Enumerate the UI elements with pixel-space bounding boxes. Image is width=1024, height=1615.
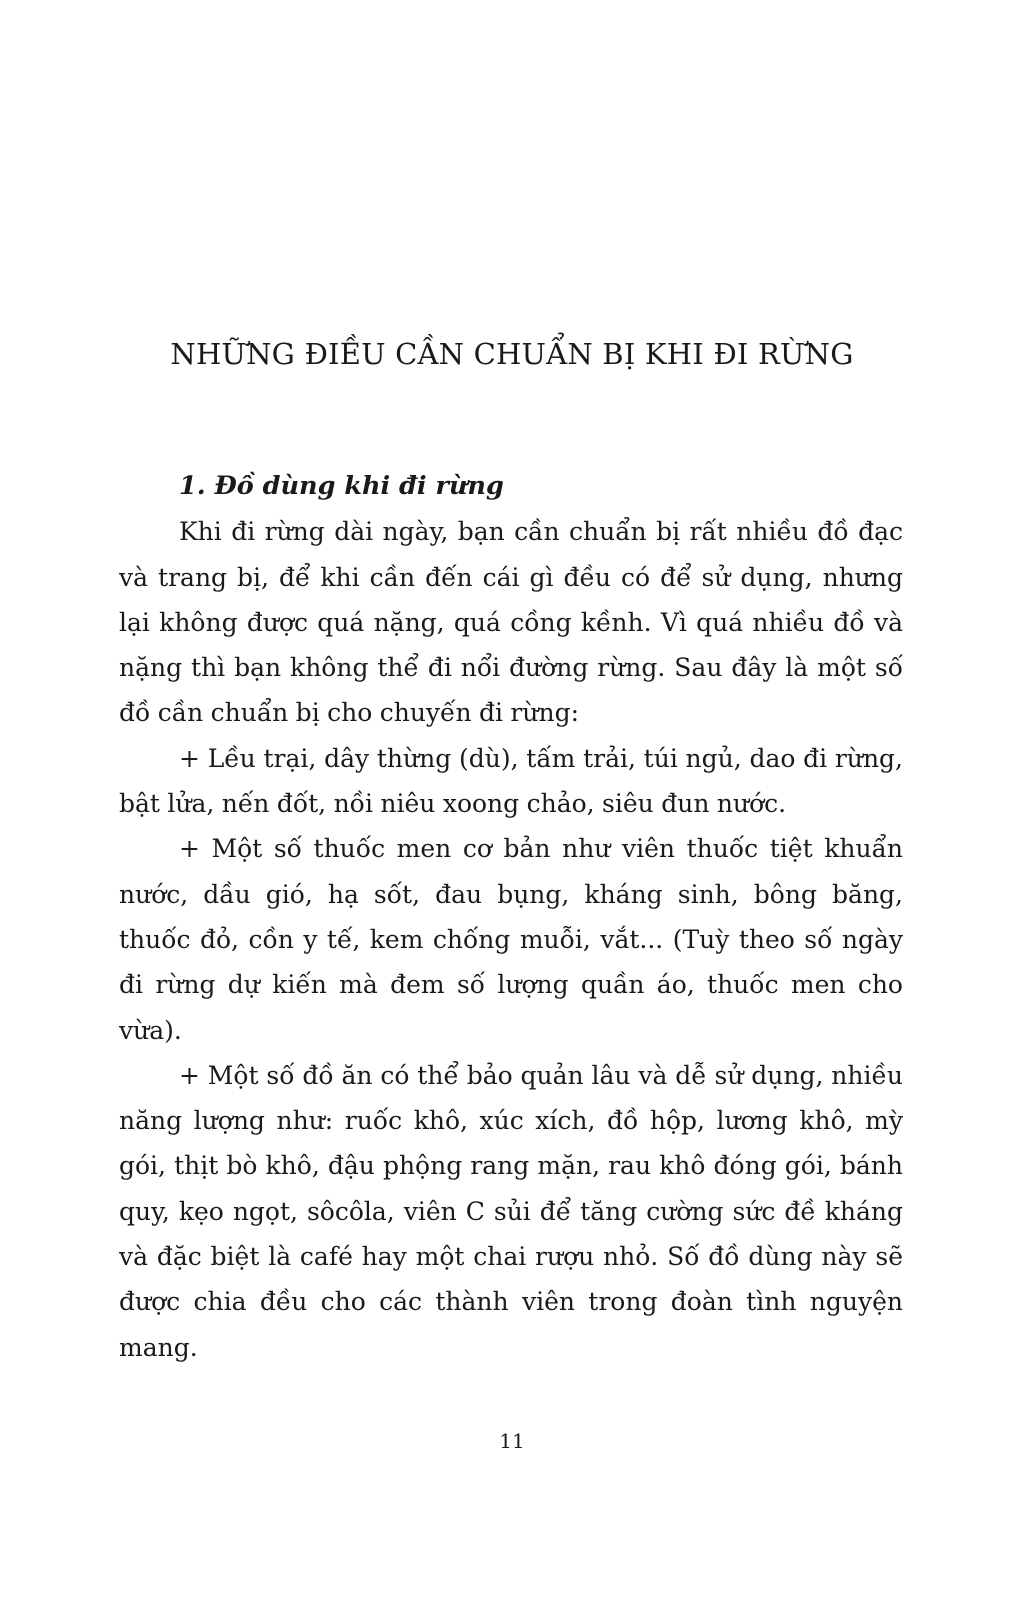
paragraph-camping-gear: + Lều trại, dây thừng (dù), tấm trải, túi ngủ, dao đi rừng, bật lửa, nến đốt, nồi niêu xoong chảo, siêu đun nước. — [119, 743, 903, 819]
paragraph-food: + Một số đồ ăn có thể bảo quản lâu và dễ sử dụng, nhiều năng lượng như: ruốc khô, xúc xích, đồ hộp, lương khô, mỳ gói, thịt bò khô, đậu phộng rang mặn, rau khô đóng gói, bánh quy, kẹo ngọt, sôcôla, viên C sủi để tăng cường sức đề kháng và đặc biệt là café hay một chai rượu nhỏ. Số đồ dùng này sẽ được chia đều cho các thành viên trong đoàn tình nguyện mang. — [119, 1060, 903, 1362]
page-body — [119, 464, 903, 1370]
paragraph-intro: Khi đi rừng dài ngày, bạn cần chuẩn bị rất nhiều đồ đạc và trang bị, để khi cần đến cái gì đều có để sử dụng, nhưng lại không được quá nặng, quá cồng kềnh. Vì quá nhiều đồ và nặng thì bạn không thể đi nổi đường rừng. Sau đây là một số đồ cần chuẩn bị cho chuyến đi rừng: — [119, 517, 903, 728]
page-number: 11 — [499, 1429, 525, 1453]
chapter-title: NHỮNG ĐIỀU CẦN CHUẨN BỊ KHI ĐI RỪNG — [170, 337, 854, 371]
section-heading: 1. Đồ dùng khi đi rừng — [179, 471, 504, 501]
paragraph-medicine: + Một số thuốc men cơ bản như viên thuốc tiệt khuẩn nước, dầu gió, hạ sốt, đau bụng, kháng sinh, bông băng, thuốc đỏ, cồn y tế, kem chống muỗi, vắt... (Tuỳ theo số ngày đi rừng dự kiến mà đem số lượng quần áo, thuốc men cho vừa). — [119, 834, 903, 1045]
